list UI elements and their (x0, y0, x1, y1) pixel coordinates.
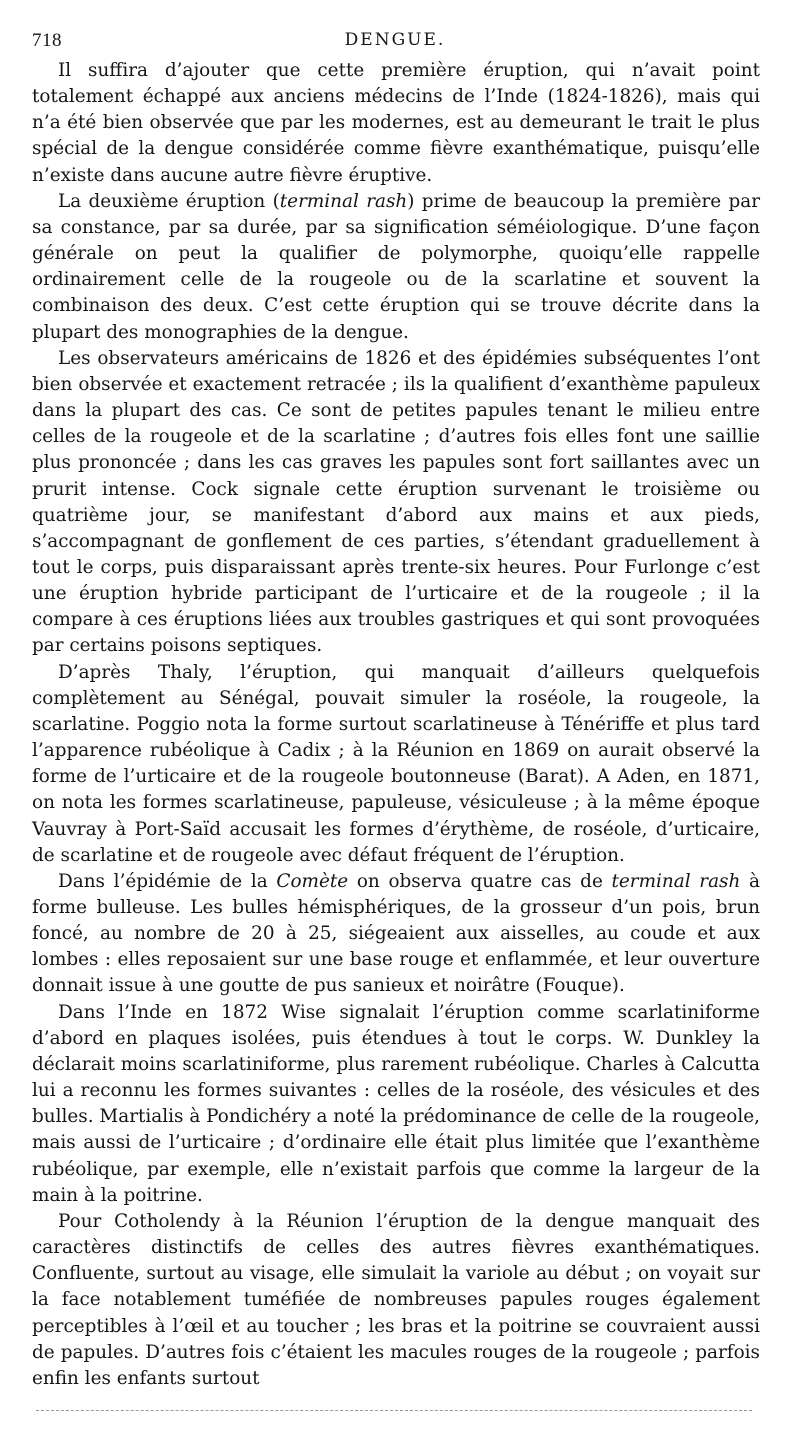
text-run: Dans l’Inde en 1872 Wise signalait l’éruption comme scarlatiniforme d’abord en plaques isolées, puis étendues à tout le corps. W. Dunkley la déclarait moins scarlatiniforme, plus rarement rubéolique. Charles à Calcutta lui a reconnu les formes suivantes : celles de la roséole, des vésicules et des bulles. Martialis à Pondichéry a noté la prédominance de celle de la rougeole, mais aussi de l’urticaire ; d’ordinaire elle était plus limitée que l’exanthème rubéolique, par exemple, elle n’existait parfois que comme la largeur de la main à la poitrine. (32, 1001, 760, 1206)
italic-phrase: Comète (276, 870, 349, 892)
paragraph (32, 1209, 760, 1392)
paragraph (32, 346, 760, 660)
text-run: Dans l’épidémie de la (58, 870, 277, 892)
paragraph (32, 660, 760, 869)
text-run: Pour Cotholendy à la Réunion l’éruption de la dengue manquait des caractères distinctifs de celles des autres fièvres exanthématiques. Confluente, surtout au visage, elle simulait la variole au début ; on voyait sur la face notablement tuméfiée de nombreuses papules rouges également perceptibles à l’œil et au toucher ; les bras et la poitrine se couvraient aussi de papules. D’autres fois c’étaient les macules rouges de la rougeole ; parfois enfin les enfants surtout (32, 1210, 760, 1389)
text-run: Les observateurs américains de 1826 et des épidémies subséquentes l’ont bien observée et exactement retracée ; ils la qualifient d’exanthème papuleux dans la plupart des cas. Ce sont de petites papules tenant le milieu entre celles de la rougeole et de la scarlatine ; d’autres fois elles font une saillie plus prononcée ; dans les cas graves les papules sont fort saillantes avec un prurit intense. Cock signale cette éruption survenant le troisième ou quatrième jour, se manifestant d’abord aux mains et aux pieds, s’accompagnant de gonflement de ces parties, s’étendant graduellement à tout le corps, puis disparaissant après trente-six heures. Pour Furlonge c’est une éruption hybride participant de l’urticaire et de la rougeole ; il la compare à ces éruptions liées aux troubles gastriques et qui sont provoquées par certains poisons septiques. (32, 347, 760, 657)
paragraph (32, 189, 760, 346)
text-run: ) prime de beaucoup la première par sa constance, par sa durée, par sa signification séméiologique. D’une façon générale on peut la qualifier de polymorphe, quoiqu’elle rappelle ordinairement celle de la rougeole ou de la scarlatine et souvent la combinaison des deux. C’est cette éruption qui se trouve décrite dans la plupart des monographies de la dengue. (32, 190, 760, 343)
text-run: on observa quatre cas de (348, 870, 612, 892)
text-run: Il suffira d’ajouter que cette première éruption, qui n’avait point totalement échappé aux anciens médecins de l’Inde (1824-1826), mais qui n’a été bien observée que par les modernes, est au demeurant le trait le plus spécial de la dengue considérée comme fièvre exanthématique, puisqu’elle n’existe dans aucune autre fièvre éruptive. (32, 60, 760, 186)
italic-phrase: terminal rash (611, 870, 741, 892)
page-number: 718 (32, 30, 62, 51)
footer-rule (36, 1410, 752, 1411)
text-run: D’après Thaly, l’éruption, qui manquait d’ailleurs quelquefois complètement au Sénégal, pouvait simuler la roséole, la rougeole, la scarlatine. Poggio nota la forme surtout scarlatineuse à Ténériffe et plus tard l’apparence rubéolique à Cadix ; à la Réunion en 1869 on aurait observé la forme de l’urticaire et de la rougeole boutonneuse (Barat). A Aden, en 1871, on nota les formes scarlatineuse, papuleuse, vésiculeuse ; à la même époque Vauvray à Port-Saïd accusait les formes d’érythème, de roséole, d’urticaire, de scarlatine et de rougeole avec défaut fréquent de l’éruption. (32, 661, 760, 866)
running-title: DENGUE. (344, 30, 446, 50)
paragraph (32, 58, 760, 189)
italic-phrase: terminal rash (279, 190, 408, 212)
paragraph (32, 1000, 760, 1209)
paragraph (32, 869, 760, 1000)
text-run: La deuxième éruption ( (58, 190, 280, 212)
page-header (32, 30, 758, 56)
body-text (32, 58, 760, 1392)
text-run: à forme bulleuse. Les bulles hémisphériques, de la grosseur d’un pois, brun foncé, au nombre de 20 à 25, siégeaient aux aisselles, au coude et aux lombes : elles reposaient sur une base rouge et enflammée, et leur ouverture donnait issue à une goutte de pus sanieux et noirâtre (Fouque). (32, 870, 760, 997)
